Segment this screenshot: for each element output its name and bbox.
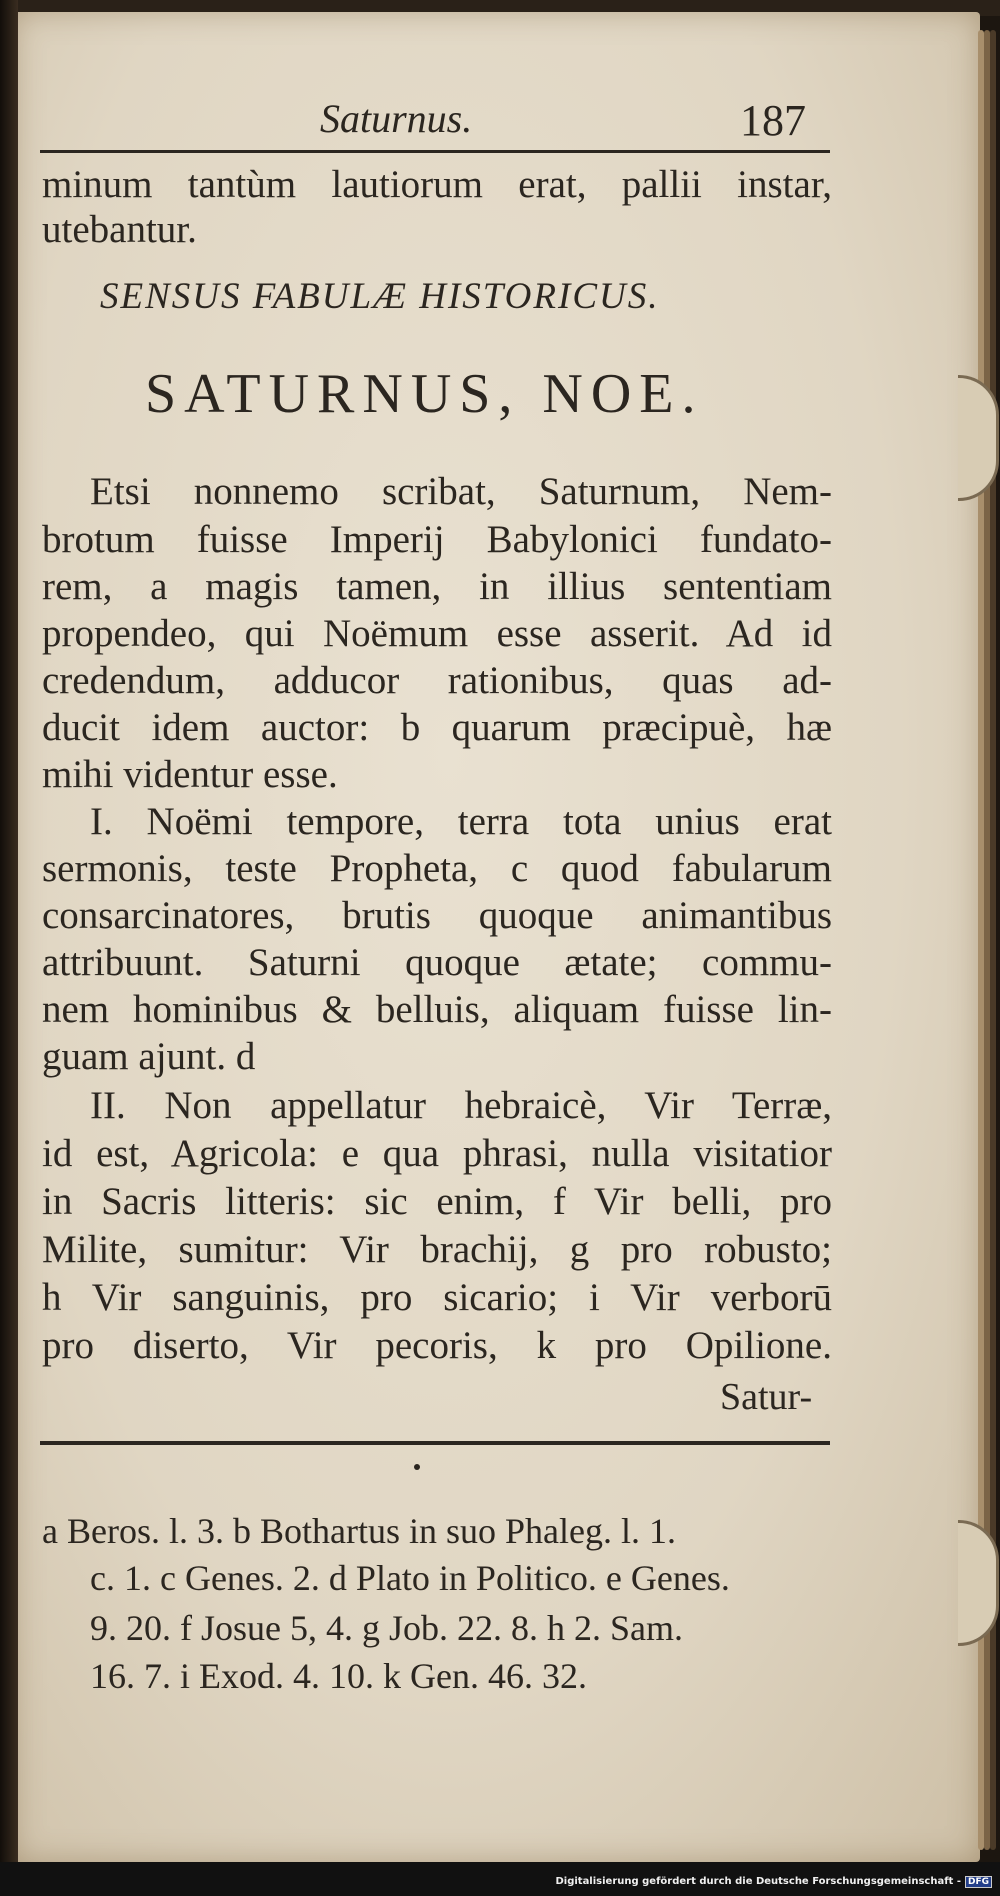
credit-text: Digitalisierung gefördert durch die Deutsche Forschungsgemeinschaft - — [555, 1876, 961, 1887]
text-line: brotum fuisse Imperij Babylonici fundato- — [42, 518, 832, 561]
text-line: utebantur. — [42, 208, 197, 251]
text-line: id est, Agricola: e qua phrasi, nulla visitatior — [42, 1132, 832, 1175]
text-line: credendum, adducor rationibus, quas ad- — [42, 659, 832, 702]
section-subheading: SENSUS FABULÆ HISTORICUS. — [100, 276, 660, 317]
footnote-rule — [40, 1441, 830, 1445]
footnote-line: c. 1. c Genes. 2. d Plato in Politico. e Genes. — [90, 1558, 730, 1598]
dfg-logo: DFG — [965, 1876, 992, 1888]
text-line: minum tantùm lautiorum erat, pallii instar, — [42, 163, 832, 206]
text-line: attribuunt. Saturni quoque ætate; commu- — [42, 941, 832, 984]
page-tab-marker — [958, 375, 999, 501]
text-line: Milite, sumitur: Vir brachij, g pro robusto; — [42, 1228, 832, 1271]
text-line: rem, a magis tamen, in illius sententiam — [42, 565, 832, 608]
footnote-line: 9. 20. f Josue 5, 4. g Job. 22. 8. h 2. Sam. — [90, 1608, 683, 1648]
page-number: 187 — [740, 96, 806, 145]
text-line: Etsi nonnemo scribat, Saturnum, Nem- — [90, 470, 832, 513]
book-binding — [0, 0, 18, 1896]
footnote-line: a Beros. l. 3. b Bothartus in suo Phaleg. l. 1. — [42, 1511, 676, 1551]
ornament-dot — [414, 1464, 420, 1470]
footnote-line: 16. 7. i Exod. 4. 10. k Gen. 46. 32. — [90, 1656, 587, 1696]
text-line: I. Noëmi tempore, terra tota unius erat — [90, 800, 832, 843]
digitization-credit — [555, 1876, 992, 1888]
catchword: Satur- — [720, 1376, 813, 1418]
text-line: pro diserto, Vir pecoris, k pro Opilione. — [42, 1324, 832, 1367]
running-header-title: Saturnus. — [320, 96, 473, 141]
section-heading: SATURNUS, NOE. — [145, 363, 704, 425]
text-line: in Sacris litteris: sic enim, f Vir belli, pro — [42, 1180, 832, 1223]
text-line: nem hominibus & belluis, aliquam fuisse lin- — [42, 988, 832, 1031]
text-line: mihi videntur esse. — [42, 753, 338, 796]
text-line: h Vir sanguinis, pro sicario; i Vir verborū — [42, 1276, 832, 1319]
text-line: sermonis, teste Propheta, c quod fabularum — [42, 847, 832, 890]
text-line: II. Non appellatur hebraicè, Vir Terræ, — [90, 1084, 832, 1127]
text-line: propendeo, qui Noëmum esse asserit. Ad id — [42, 612, 832, 655]
text-line: guam ajunt. d — [42, 1035, 256, 1078]
text-line: consarcinatores, brutis quoque animantibus — [42, 894, 832, 937]
text-line: ducit idem auctor: b quarum præcipuè, hæ — [42, 706, 832, 749]
page-tab-marker — [958, 1520, 999, 1646]
header-rule — [40, 150, 830, 153]
